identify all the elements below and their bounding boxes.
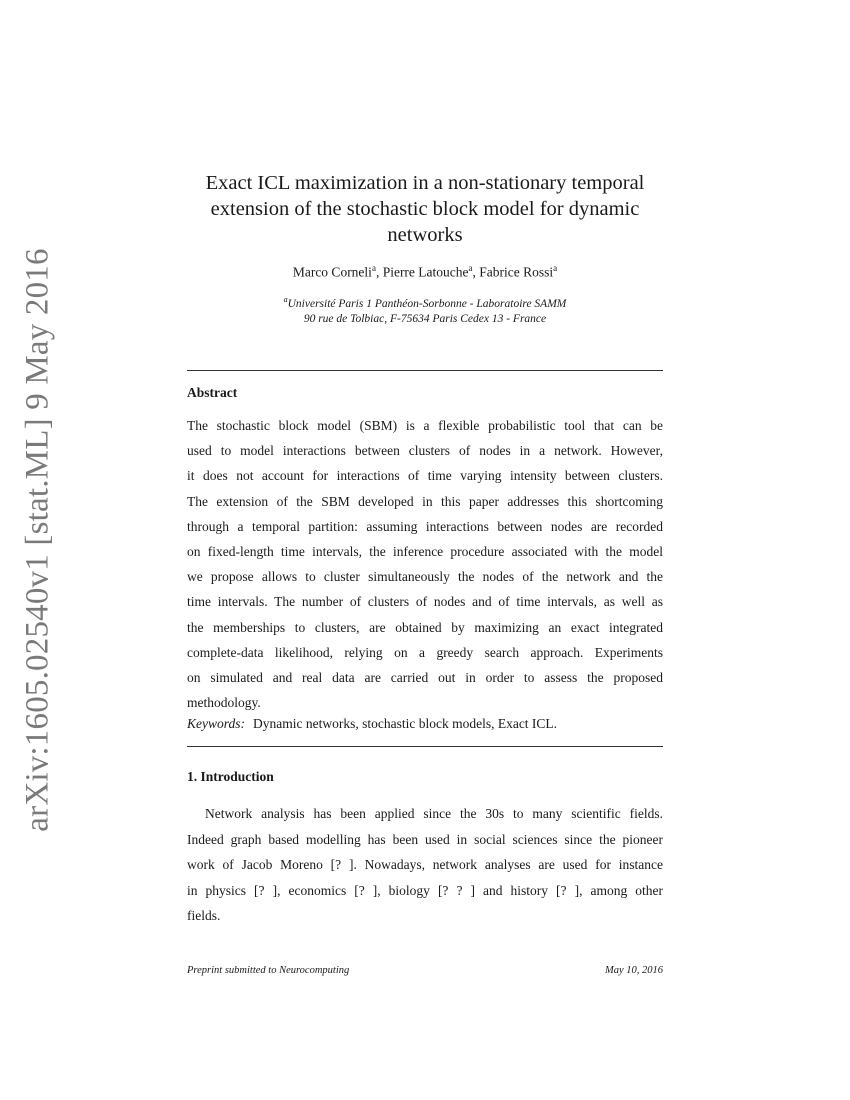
rule-top [187,370,663,371]
section-heading-introduction: 1. Introduction [187,769,274,784]
keywords-text: Dynamic networks, stochastic block models, Exact ICL. [253,716,558,731]
abstract-body [187,413,663,715]
title-line: networks [387,224,463,246]
rule-bottom [187,746,663,747]
affiliation-line-2: 90 rue de Tolbiac, F-75634 Paris Cedex 13 - France [303,312,547,325]
intro-line: in physics [? ], economics [? ], biology [? ? ] and history [? ], among other [187,882,663,898]
abstract-line: on fixed-length time intervals, the inference procedure associated with the model [187,543,663,559]
intro-line: work of Jacob Moreno [? ]. Nowadays, network analyses are used for instance [187,857,663,872]
abstract-line: methodology. [187,695,261,711]
abstract-line: complete-data likelihood, relying on a greedy search approach. Experiments [187,644,663,660]
abstract-line: we propose allows to cluster simultaneously the nodes of the network and the [187,569,663,585]
author-sup: a [468,263,473,273]
keywords [187,716,557,732]
affiliation [160,292,690,327]
title-line: Exact ICL maximization in a non-stationary temporal [205,172,645,194]
author-name: Marco Corneli [292,264,372,280]
intro-line: fields. [187,908,221,923]
abstract-line: on simulated and real data are carried out in order to assess the proposed [187,669,663,685]
author-name: Pierre Latouche [382,264,469,280]
abstract-line: the memberships to clusters, are obtained by maximizing an exact integrated [187,619,663,635]
intro-line: Indeed graph based modelling has been used in social sciences since the pioneer [187,831,663,847]
affiliation-line-1 [160,292,690,312]
keywords-label: Keywords: [187,716,245,731]
abstract-line: time intervals. The number of clusters of nodes and of time intervals, as well as [187,594,663,610]
abstract-heading: Abstract [187,385,238,400]
abstract-line: The extension of the SBM developed in this paper addresses this shortcoming [187,493,663,509]
abstract-line: through a temporal partition: assuming interactions between nodes are recorded [187,518,663,534]
footer-preprint-note: Preprint submitted to Neurocomputing [187,965,350,976]
footer-date: May 10, 2016 [604,965,663,976]
author-sup: a [371,263,376,273]
author-list: Marco Corneli$^a$, Pierre Latouche$^a$, Fabrice Rossi$^a$ [292,263,558,280]
affiliation-sup: a [283,295,288,304]
abstract-line: used to model interactions between clusters of nodes in a network. However, [187,443,663,459]
introduction-body [187,801,663,929]
author-sup: a [553,263,558,273]
paper-title [160,170,690,248]
author-name: Fabrice Rossi [479,264,554,280]
intro-line: Network analysis has been applied since the 30s to many scientific fields. [205,806,663,821]
abstract-line: The stochastic block model (SBM) is a flexible probabilistic tool that can be [187,418,663,433]
arxiv-stamp: arXiv:1605.02540v1 [stat.ML] 9 May 2016 [19,248,56,832]
affiliation-text: Université Paris 1 Panthéon-Sorbonne - Laboratoire SAMM [287,297,567,310]
abstract-line: it does not account for interactions of time varying intensity between clusters. [187,468,663,484]
title-line: extension of the stochastic block model for dynamic [210,198,640,220]
